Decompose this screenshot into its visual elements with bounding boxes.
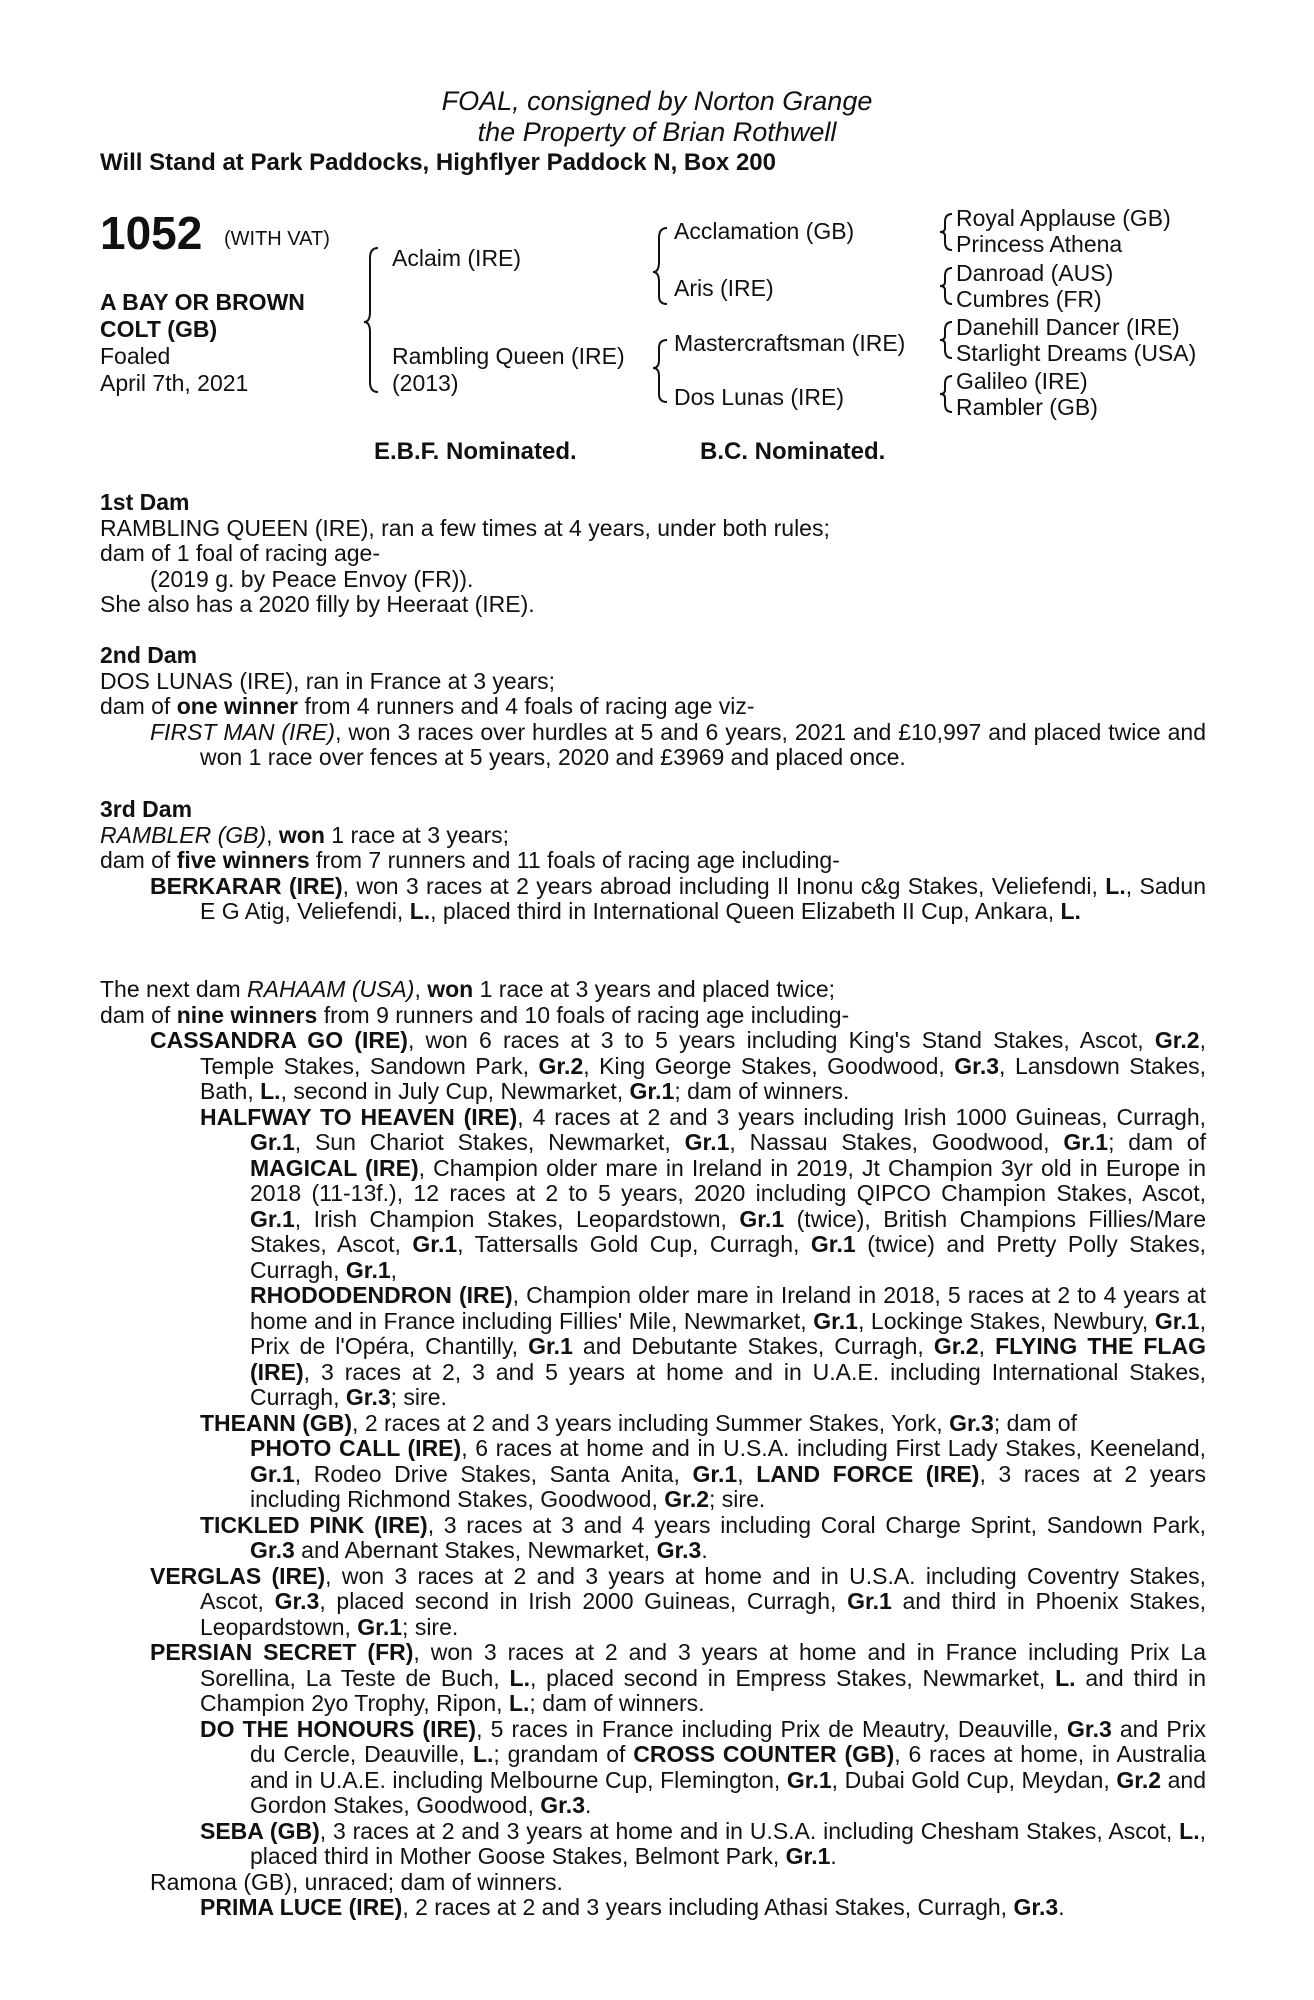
- progeny-entry: DO THE HONOURS (IRE), 5 races in France including Prix de Meautry, Deauville, Gr.3 and Prix du Cercle, Deauville, L.; grandam of CROSS COUNTER (GB), 6 races at home, in Australia and in U.A.E. including Melbourne Cup, Flemington, Gr.1, Dubai Gold Cup, Meydan, Gr.2 and Gordon Stakes, Goodwood, Gr.3.: [200, 1715, 1207, 1818]
- dam-sire: Mastercraftsman (IRE): [674, 330, 906, 356]
- ds-dam: Starlight Dreams (USA): [956, 340, 1197, 366]
- stabling-line: Will Stand at Park Paddocks, Highflyer Paddock N, Box 200: [100, 149, 776, 176]
- second-dam-section: [100, 643, 1206, 771]
- dam-line: RAMBLING QUEEN (IRE), ran a few times at 4 years, under both rules;: [100, 514, 830, 541]
- produce-line: (2019 g. by Peace Envoy (FR)).: [150, 565, 474, 592]
- dam-name: Rambling Queen (IRE): [392, 343, 625, 369]
- section-title: 2nd Dam: [100, 642, 198, 668]
- bracket-dd: [940, 376, 952, 412]
- section-title: 3rd Dam: [100, 796, 193, 822]
- bracket-dam: [653, 340, 667, 402]
- ebf-note: E.B.F. Nominated.: [374, 438, 577, 465]
- first-dam-section: [100, 490, 1206, 618]
- property-line: the Property of Brian Rothwell: [477, 117, 837, 147]
- bracket-sd: [940, 268, 952, 304]
- progeny-entry: PERSIAN SECRET (FR), won 3 races at 2 and 3 years at home and in France including Prix La Sorellina, La Teste de Buch, L., placed second in Empress Stakes, Newmarket, L. and third in Champion 2yo Trophy, Ripon, L.; dam of winners.: [150, 1639, 1207, 1716]
- sire-name: Aclaim (IRE): [392, 245, 522, 271]
- dam-line: DOS LUNAS (IRE), ran in France at 3 years;: [100, 667, 556, 694]
- ss-sire: Royal Applause (GB): [956, 205, 1171, 231]
- ss-dam: Princess Athena: [956, 231, 1123, 257]
- progeny-entry: SEBA (GB), 3 races at 2 and 3 years at home and in U.S.A. including Chesham Stakes, Ascot, L., placed third in Mother Goose Stakes, Belmont Park, Gr.1.: [200, 1817, 1206, 1869]
- vat-note: (WITH VAT): [224, 228, 330, 250]
- progeny-entry: HALFWAY TO HEAVEN (IRE), 4 races at 2 and 3 years including Irish 1000 Guineas, Curragh, Gr.1, Sun Chariot Stakes, Newmarket, Gr.1, Nassau Stakes, Goodwood, Gr.1; dam of MAGICAL (IRE), Champion older mare in Ireland in 2019, Jt Champion 3yr old in Europe in 2018 (11-13f.), 12 races at 2 to 5 years, 2020 including QIPCO Champion Stakes, Ascot, Gr.1, Irish Champion Stakes, Leopardstown, Gr.1 (twice), British Champions Fillies/Mare Stakes, Ascot, Gr.1, Tattersalls Gold Cup, Curragh, Gr.1 (twice) and Pretty Polly Stakes, Curragh, Gr.1,: [200, 1103, 1206, 1283]
- progeny-entry: BERKARAR (IRE), won 3 races at 2 years abroad including Il Inonu c&g Stakes, Veliefendi, L., Sadun E G Atig, Veliefendi, L., placed third in International Queen Elizabeth II Cup, Ankara, L.: [150, 872, 1206, 924]
- bracket-ds: [940, 322, 952, 358]
- dam-line: dam of nine winners from 9 runners and 10 foals of racing age including-: [100, 1001, 850, 1028]
- lot-description-2: COLT (GB): [100, 316, 218, 342]
- dam-line: RAMBLER (GB), won 1 race at 3 years;: [100, 821, 510, 848]
- dam-dam: Dos Lunas (IRE): [674, 384, 845, 410]
- bracket-sire: [653, 228, 667, 304]
- sd-sire: Danroad (AUS): [956, 260, 1114, 286]
- consignor-line: FOAL, consigned by Norton Grange: [441, 86, 873, 116]
- foaled-date: April 7th, 2021: [100, 370, 249, 396]
- dam-line: dam of five winners from 7 runners and 11 foals of racing age including-: [100, 847, 840, 873]
- sire-sire: Acclamation (GB): [674, 218, 855, 244]
- progeny-entry: PRIMA LUCE (IRE), 2 races at 2 and 3 years including Athasi Stakes, Curragh, Gr.3.: [200, 1894, 1065, 1920]
- sd-dam: Cumbres (FR): [956, 286, 1102, 312]
- progeny-entry: Ramona (GB), unraced; dam of winners.: [150, 1868, 563, 1895]
- sire-dam: Aris (IRE): [674, 275, 774, 301]
- ds-sire: Danehill Dancer (IRE): [956, 314, 1180, 340]
- bracket-ss: [940, 214, 952, 250]
- progeny-entry: FIRST MAN (IRE), won 3 races over hurdles at 5 and 6 years, 2021 and £10,997 and placed twice and won 1 race over fences at 5 years, 2020 and £3969 and placed once.: [150, 718, 1206, 770]
- fourth-dam-section: [100, 977, 1206, 1921]
- bc-note: B.C. Nominated.: [700, 438, 886, 465]
- lot-number: 1052: [100, 207, 203, 259]
- lot-description-1: A BAY OR BROWN: [100, 289, 305, 315]
- progeny-entry: CASSANDRA GO (IRE), won 6 races at 3 to 5 years including King's Stand Stakes, Ascot, Gr.2, Temple Stakes, Sandown Park, Gr.2, King George Stakes, Goodwood, Gr.3, Lansdown Stakes, Bath, L., second in July Cup, Newmarket, Gr.1; dam of winners.: [150, 1027, 1207, 1104]
- third-dam-section: [100, 797, 1206, 925]
- dam-line: She also has a 2020 filly by Heeraat (IRE).: [100, 591, 535, 617]
- section-title: 1st Dam: [100, 489, 190, 515]
- progeny-entry: PHOTO CALL (IRE), 6 races at home and in U.S.A. including First Lady Stakes, Keeneland, Gr.1, Rodeo Drive Stakes, Santa Anita, Gr.1, LAND FORCE (IRE), 3 races at 2 years including Richmond Stakes, Goodwood, Gr.2; sire.: [250, 1435, 1207, 1512]
- dam-year: (2013): [392, 370, 459, 396]
- progeny-entry: TICKLED PINK (IRE), 3 races at 3 and 4 years including Coral Charge Sprint, Sandown Park, Gr.3 and Abernant Stakes, Newmarket, Gr.3.: [200, 1511, 1206, 1563]
- dam-line: dam of 1 foal of racing age-: [100, 540, 380, 566]
- dd-sire: Galileo (IRE): [956, 368, 1088, 394]
- foaled-label: Foaled: [100, 343, 171, 369]
- dd-dam: Rambler (GB): [956, 394, 1098, 420]
- progeny-entry: VERGLAS (IRE), won 3 races at 2 and 3 years at home and in U.S.A. including Coventry Stakes, Ascot, Gr.3, placed second in Irish 2000 Guineas, Curragh, Gr.1 and third in Phoenix Stakes, Leopardstown, Gr.1; sire.: [150, 1562, 1207, 1640]
- progeny-entry: THEANN (GB), 2 races at 2 and 3 years including Summer Stakes, York, Gr.3; dam of: [200, 1409, 1077, 1436]
- dam-line: The next dam RAHAAM (USA), won 1 race at 3 years and placed twice;: [100, 976, 836, 1002]
- dam-line: dam of one winner from 4 runners and 4 foals of racing age viz-: [100, 693, 755, 719]
- progeny-entry: RHODODENDRON (IRE), Champion older mare in Ireland in 2018, 5 races at 2 to 4 years at home and in France including Fillies' Mile, Newmarket, Gr.1, Lockinge Stakes, Newbury, Gr.1, Prix de l'Opéra, Chantilly, Gr.1 and Debutante Stakes, Curragh, Gr.2, FLYING THE FLAG (IRE), 3 races at 2, 3 and 5 years at home and in U.A.E. including International Stakes, Curragh, Gr.3; sire.: [250, 1282, 1206, 1410]
- bracket-main: [364, 248, 378, 392]
